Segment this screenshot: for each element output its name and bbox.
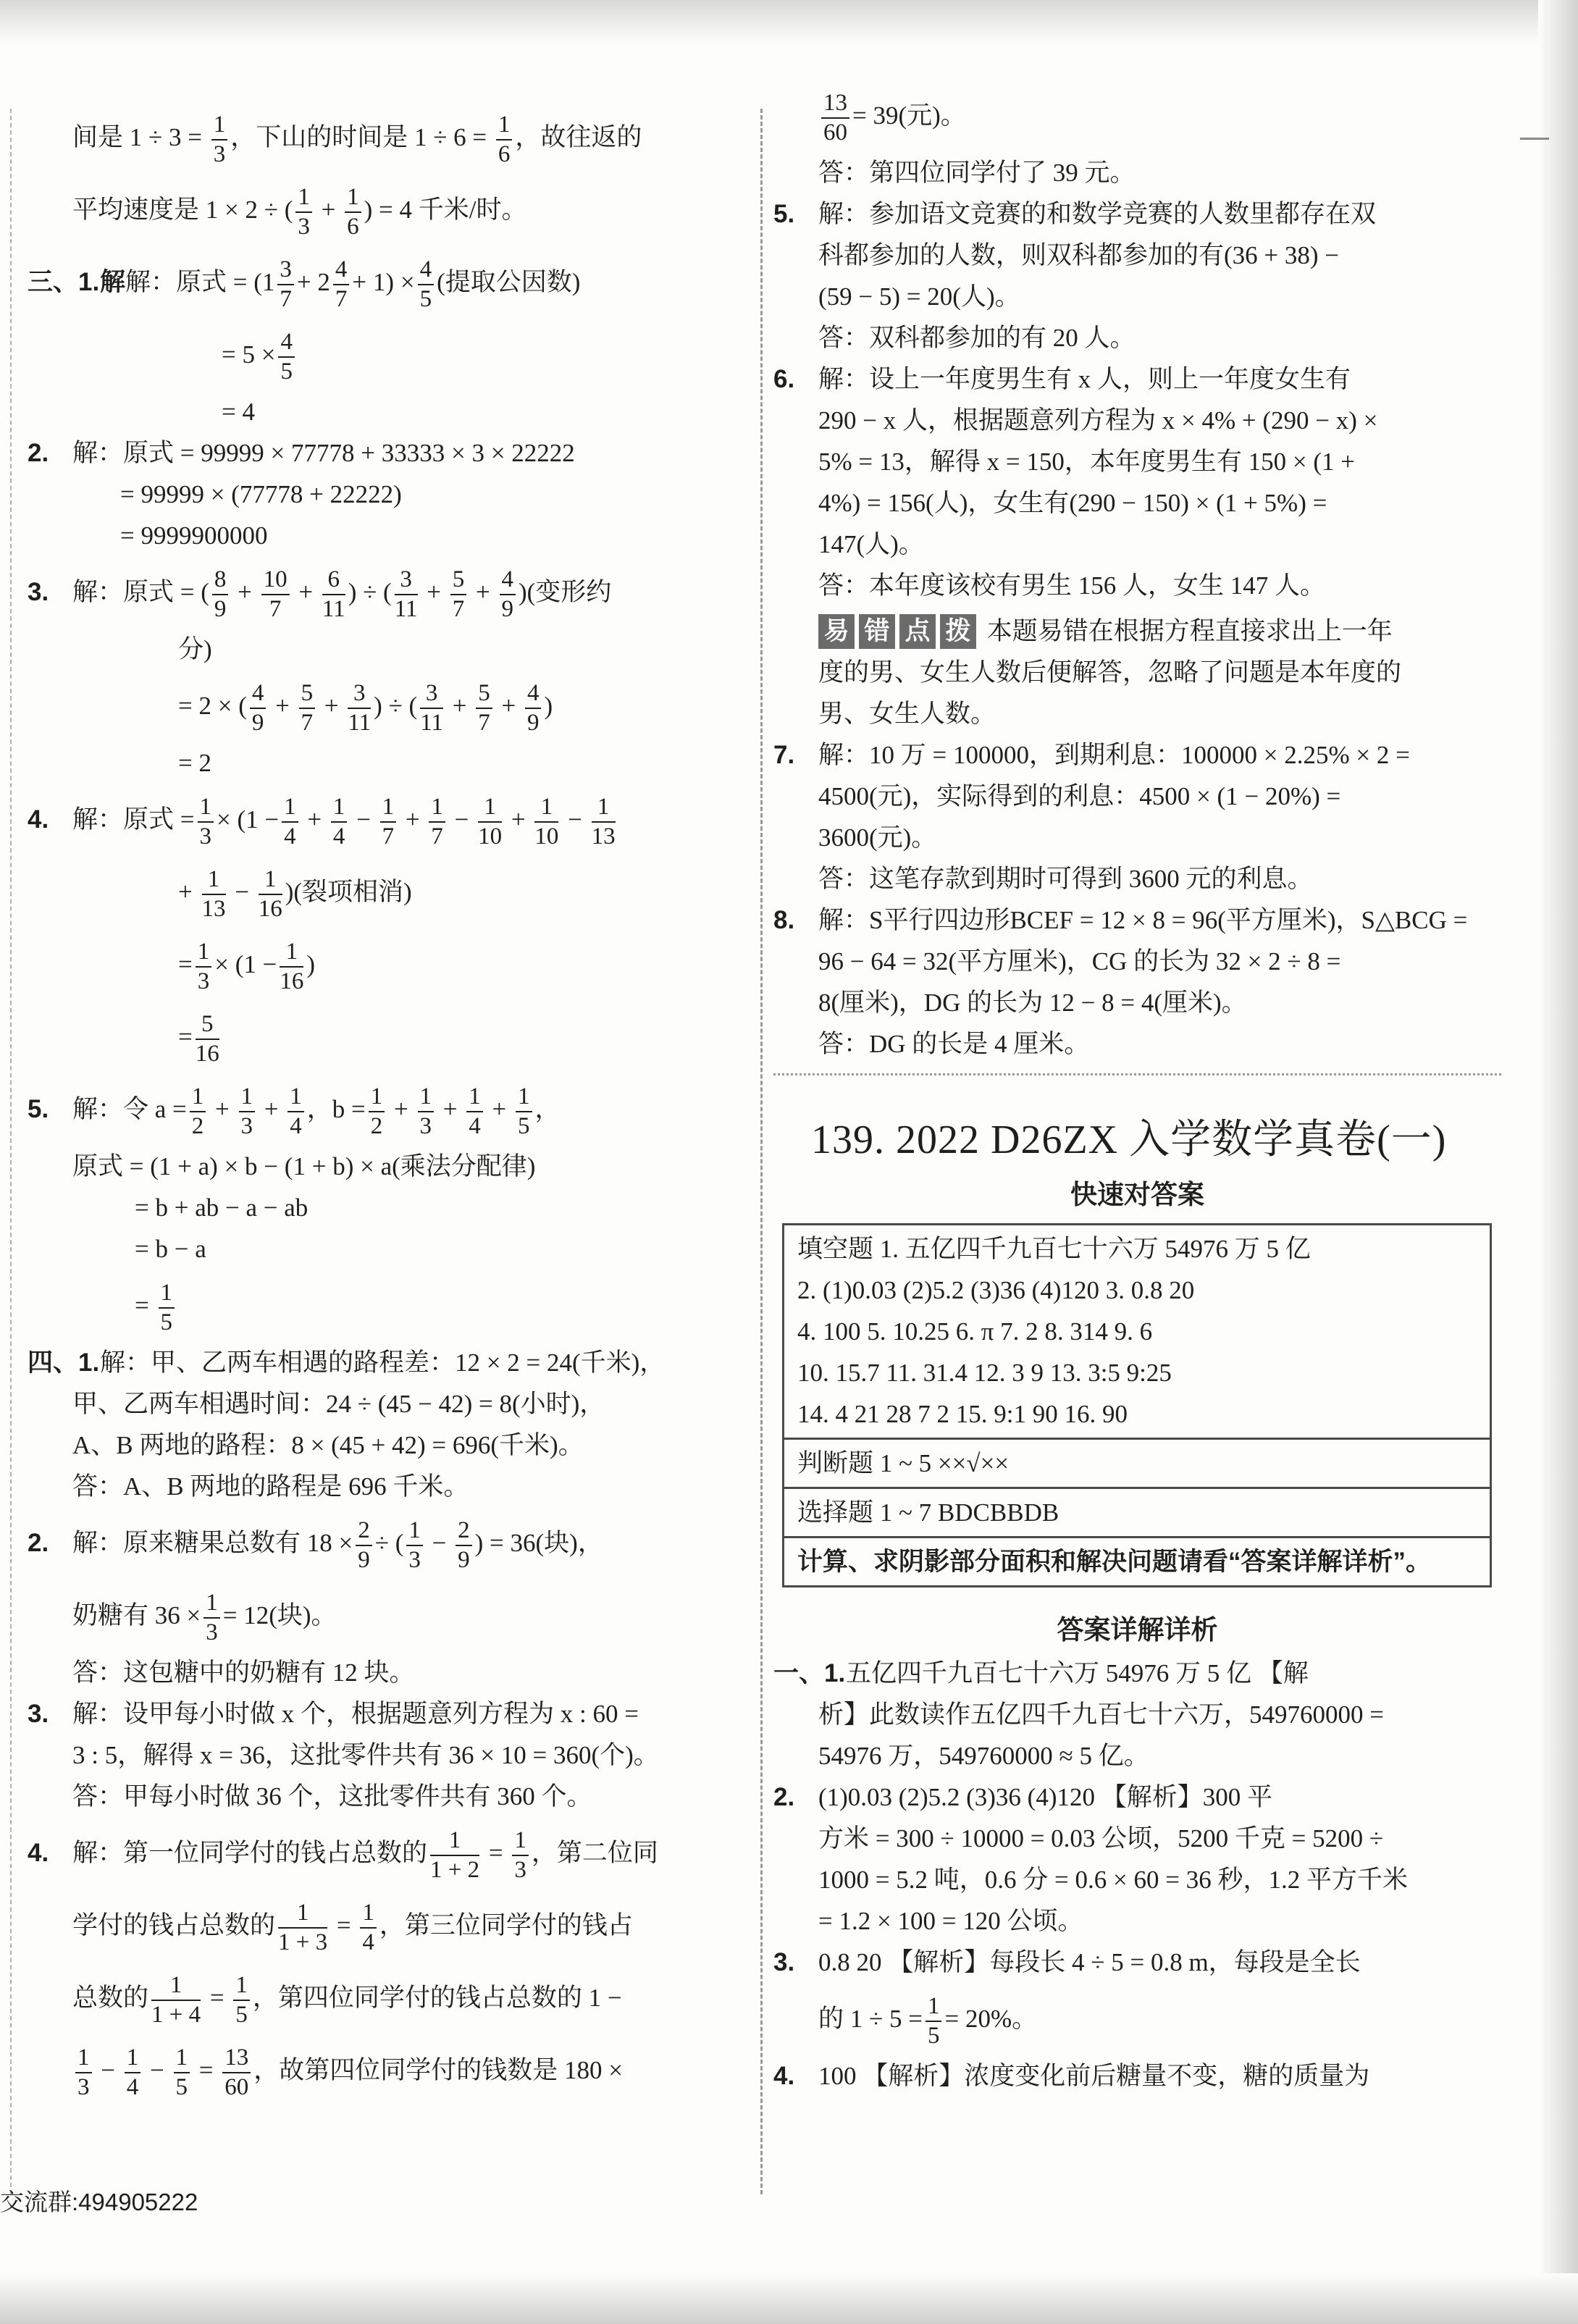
q3-step: = 2 × ( $\frac{4}{9}$ + $\frac{5}{7}$ + $\frac{3}{11}$ ) ÷ ( $\frac{3}{11}$ + $\frac{5}{7}$ + $\frac{4}{9}$ ) bbox=[178, 679, 553, 736]
r-line-39: $\frac{13}{60}$ = 39(元)。 bbox=[773, 80, 1501, 152]
fraction: $\frac{1}{5}$ bbox=[516, 1083, 532, 1141]
fraction: $\frac{1}{3}$ bbox=[75, 2044, 92, 2102]
fraction: $\frac{5}{16}$ bbox=[195, 1010, 219, 1067]
r-q7-line3: 3600(元)。 bbox=[818, 823, 937, 852]
fraction: $\frac{1}{7}$ bbox=[429, 793, 445, 851]
fraction: $\frac{1}{4}$ bbox=[360, 1899, 377, 1957]
q3-cont: 分) bbox=[178, 635, 212, 663]
r-q8-answer: 答：DG 的长是 4 厘米。 bbox=[818, 1030, 1090, 1058]
d-q1: 一、1.五亿四千九百七十六万 54976 万 5 亿 【解 bbox=[773, 1659, 1309, 1687]
r-q8: 8. 解：S平行四边形BCEF = 12 × 8 = 96(平方厘米)，S△BCG = bbox=[773, 906, 1468, 934]
footer-group-info: 交流群:494905222 bbox=[0, 2189, 198, 2215]
fraction: $\frac{1}{10}$ bbox=[534, 793, 559, 850]
d-q4: 4. 100 【解析】浓度变化前后糖量不变，糖的质量为 bbox=[773, 2062, 1370, 2090]
d-q3: 3. 0.8 20 【解析】每段长 4 ÷ 5 = 0.8 m，每段是全长 bbox=[773, 1948, 1361, 1976]
r-q6-line3: 5% = 13，解得 x = 150，本年度男生有 150 × (1 + bbox=[818, 448, 1356, 476]
error-tip-badge: 点 bbox=[899, 614, 936, 649]
section4-q2-line2: 奶糖有 36 × $\frac{1}{3}$ = 12(块)。 bbox=[72, 1589, 337, 1645]
fraction: $\frac{3}{7}$ bbox=[277, 256, 294, 314]
r-q6-line5: 147(人)。 bbox=[818, 530, 924, 558]
fraction: $\frac{4}{9}$ bbox=[525, 679, 542, 737]
fraction: $\frac{6}{11}$ bbox=[322, 566, 345, 622]
fraction: $\frac{3}{11}$ bbox=[420, 679, 443, 736]
d-q2-line2: 方米 = 300 ÷ 10000 = 0.03 公顷，5200 千克 = 5200 ÷ bbox=[818, 1824, 1384, 1853]
error-tip: 易 错 点 拨 本题易错在根据方程直接求出上一年 bbox=[773, 611, 1501, 652]
fraction: $\frac{1}{16}$ bbox=[258, 865, 282, 922]
fraction: $\frac{3}{11}$ bbox=[348, 679, 372, 736]
section3-q1-step: = 5 × $\frac{4}{5}$ bbox=[28, 319, 752, 391]
r-answer-39: 答：第四位同学付了 39 元。 bbox=[818, 159, 1136, 187]
fraction: $\frac{1}{4}$ bbox=[466, 1083, 483, 1141]
fraction: $\frac{2}{9}$ bbox=[356, 1517, 372, 1574]
r-q5-answer: 答：双科都参加的有 20 人。 bbox=[818, 324, 1136, 352]
r-q5-line3: (59 − 5) = 20(人)。 bbox=[818, 282, 1020, 311]
fraction: $\frac{1}{6}$ bbox=[496, 111, 513, 169]
section-separator bbox=[773, 1073, 1501, 1103]
section4-q3-answer: 答：甲每小时做 36 个，这批零件共有 360 个。 bbox=[72, 1782, 592, 1811]
fraction: $\frac{1}{4}$ bbox=[282, 793, 298, 851]
fraction: $\frac{1}{6}$ bbox=[345, 183, 361, 241]
error-tip-line2: 度的男、女生人数后便解答，忽略了问题是本年度的 bbox=[818, 658, 1402, 687]
choice-answers: 选择题 1 ~ 7 BDCBBDB bbox=[784, 1488, 1491, 1538]
answer-note: 计算、求阴影部分面积和解决问题请看“答案详解详析”。 bbox=[784, 1538, 1491, 1587]
q5: 5. 解：令 a = $\frac{1}{2}$ + $\frac{1}{3}$ + $\frac{1}{4}$ ，b = $\frac{1}{2}$ + $\frac{1}{3}$ + $\frac{1}{4}$ + $\frac{1}{5}$ ， bbox=[28, 1083, 561, 1139]
section4-q1-line2: 甲、乙两车相遇时间：24 ÷ (45 − 42) = 8(小时)， bbox=[72, 1390, 605, 1418]
fraction: $\frac{1}{3}$ bbox=[196, 938, 212, 996]
section4-q1: 四、1.解：甲、乙两车相遇的路程差：12 × 2 = 24(千米)， bbox=[28, 1348, 666, 1377]
quick-answer-title: 快速对答案 bbox=[1070, 1180, 1204, 1209]
section4-q4-line3: 总数的 $\frac{1}{1 + 4}$ = $\frac{1}{5}$ ，第四位同学付的钱占总数的 1 − bbox=[72, 1971, 622, 2028]
d-q1-line3: 54976 万，549760000 ≈ 5 亿。 bbox=[818, 1742, 1149, 1770]
q5-step3: = b − a bbox=[135, 1235, 206, 1263]
section4-q2: 2. 解：原来糖果总数有 18 × $\frac{2}{9}$ ÷ ( $\frac{1}{3}$ − $\frac{2}{9}$ ) = 36(块)， bbox=[28, 1517, 603, 1573]
r-q6: 6. 解：设上一年度男生有 x 人，则上一年度女生有 bbox=[773, 365, 1351, 393]
scan-edge-top bbox=[0, 0, 1578, 43]
section4-q1-line3: A、B 两地的路程：8 × (45 + 42) = 696(千米)。 bbox=[72, 1431, 584, 1459]
d-q3-line2: 的 1 ÷ 5 = $\frac{1}{5}$ = 20%。 bbox=[818, 1992, 1038, 2049]
fraction: $\frac{1}{2}$ bbox=[190, 1083, 206, 1141]
section4-q1-answer: 答：A、B 两地的路程是 696 千米。 bbox=[72, 1472, 469, 1501]
q4-step: = $\frac{1}{3}$ × (1 − $\frac{1}{16}$ ) bbox=[178, 938, 316, 994]
q4-result: = $\frac{5}{16}$ bbox=[178, 1010, 219, 1067]
scan-edge-right bbox=[1538, 0, 1578, 2324]
fraction: $\frac{1}{3}$ bbox=[406, 1517, 423, 1574]
fraction: $\frac{1}{13}$ bbox=[201, 865, 226, 922]
d-q2-line4: = 1.2 × 100 = 120 公顷。 bbox=[818, 1907, 1083, 1935]
fraction: $\frac{2}{9}$ bbox=[456, 1517, 472, 1574]
section4-q2-answer: 答：这包糖中的奶糖有 12 块。 bbox=[72, 1658, 415, 1687]
section3-q1-result: = 4 bbox=[222, 398, 255, 426]
fraction: $\frac{1}{3}$ bbox=[239, 1083, 256, 1141]
fraction: $\frac{1}{3}$ bbox=[295, 183, 312, 241]
r-q8-line2: 96 − 64 = 32(平方厘米)，CG 的长为 32 × 2 ÷ 8 = bbox=[818, 947, 1341, 976]
fraction: $\frac{1}{3}$ bbox=[198, 793, 214, 851]
fraction: $\frac{1}{1 + 4}$ bbox=[151, 1971, 201, 2028]
r-q6-line2: 290 − x 人，根据题意列方程为 x × 4% + (290 − x) × bbox=[818, 406, 1378, 435]
judge-answers: 判断题 1 ~ 5 ××√×× bbox=[784, 1439, 1491, 1488]
scan-edge-bottom bbox=[0, 2273, 1578, 2324]
fraction: $\frac{4}{7}$ bbox=[333, 256, 350, 314]
q2-result: = 9999900000 bbox=[120, 521, 268, 550]
fraction: $\frac{1}{5}$ bbox=[159, 1279, 175, 1337]
section4-q4-line2: 学付的钱占总数的 $\frac{1}{1 + 3}$ = $\frac{1}{4}$ ，第三位同学付的钱占 bbox=[72, 1899, 633, 1955]
fraction: $\frac{3}{11}$ bbox=[394, 566, 418, 622]
q4: 4. 解：原式 = $\frac{1}{3}$ × (1 − $\frac{1}{4}$ + $\frac{1}{4}$ − $\frac{1}{7}$ + $\frac{1}{7}$ − $\frac{1}{10}$ + $\frac{1}{10}$ − $\frac{1}{13}$ bbox=[28, 793, 616, 850]
fraction: $\frac{13}{60}$ bbox=[222, 2044, 251, 2102]
r-q5: 5. 解：参加语文竞赛的和数学竞赛的人数里都存在双 bbox=[773, 200, 1377, 228]
r-q7: 7. 解：10 万 = 100000，到期利息：100000 × 2.25% × 2 = bbox=[773, 741, 1410, 769]
q5-step2: = b + ab − a − ab bbox=[135, 1194, 309, 1222]
line-average-speed: 平均速度是 1 × 2 ÷ ( $\frac{1}{3}$ + $\frac{1}{6}$ ) = 4 千米/时。 bbox=[72, 183, 527, 240]
fraction: $\frac{5}{7}$ bbox=[476, 679, 492, 737]
fraction: $\frac{1}{7}$ bbox=[380, 793, 397, 851]
q2-step: = 99999 × (77778 + 22222) bbox=[120, 480, 402, 508]
right-column bbox=[773, 89, 1501, 2097]
fraction: $\frac{4}{5}$ bbox=[278, 328, 295, 386]
r-q7-answer: 答：这笔存款到期时可得到 3600 元的利息。 bbox=[818, 865, 1313, 893]
fraction: $\frac{1}{1 + 3}$ bbox=[278, 1899, 328, 1955]
fraction: $\frac{1}{5}$ bbox=[926, 1992, 942, 2050]
fraction: $\frac{1}{3}$ bbox=[512, 1826, 529, 1884]
q5-step1: 原式 = (1 + a) × b − (1 + b) × a(乘法分配律) bbox=[72, 1152, 536, 1180]
d-q1-line2: 析】此数读作五亿四千九百七十六万，549760000 = bbox=[818, 1700, 1384, 1729]
fraction: $\frac{1}{16}$ bbox=[280, 938, 304, 994]
fraction: $\frac{5}{7}$ bbox=[299, 679, 316, 737]
error-tip-badge: 易 bbox=[818, 614, 855, 649]
detail-title: 答案详解详析 bbox=[1057, 1615, 1218, 1645]
quick-answer-table bbox=[782, 1223, 1492, 1587]
fraction: $\frac{10}{7}$ bbox=[261, 566, 290, 624]
fraction: $\frac{1}{4}$ bbox=[331, 793, 348, 851]
fraction: $\frac{8}{9}$ bbox=[212, 566, 229, 624]
fraction: $\frac{4}{9}$ bbox=[250, 679, 267, 737]
exam-title: 139. 2022 D26ZX 入学数学真卷(一) bbox=[811, 1117, 1447, 1162]
r-q6-answer: 答：本年度该校有男生 156 人，女生 147 人。 bbox=[818, 571, 1326, 600]
r-q7-line2: 4500(元)，实际得到的利息：4500 × (1 − 20%) = bbox=[818, 782, 1341, 810]
fraction: $\frac{1}{3}$ bbox=[203, 1589, 220, 1647]
fraction: $\frac{1}{10}$ bbox=[478, 793, 503, 850]
q2: 2. 解：原式 = 99999 × 77778 + 33333 × 3 × 22222 bbox=[28, 439, 575, 467]
section4-q3-line2: 3 : 5，解得 x = 36，这批零件共有 36 × 10 = 360(个)。 bbox=[72, 1741, 659, 1769]
line-trip-time: 间是 1 ÷ 3 = $\frac{1}{3}$ ，下山的时间是 1 ÷ 6 = $\frac{1}{6}$ ，故往返的 bbox=[72, 111, 642, 167]
page-edge-mark bbox=[1520, 138, 1549, 140]
q3-result: = 2 bbox=[178, 749, 211, 777]
fraction: $\frac{1}{1 + 2}$ bbox=[430, 1826, 480, 1883]
q5-result: = $\frac{1}{5}$ bbox=[28, 1270, 752, 1342]
d-q2-line3: 1000 = 5.2 吨，0.6 分 = 0.6 × 60 = 36 秒，1.2 平方千米 bbox=[818, 1866, 1408, 1894]
section4-q3: 3. 解：设甲每小时做 x 个，根据题意列方程为 x : 60 = bbox=[28, 1700, 639, 1728]
fraction: $\frac{1}{4}$ bbox=[125, 2044, 141, 2102]
q4-cont: + $\frac{1}{13}$ − $\frac{1}{16}$ )(裂项相消) bbox=[178, 865, 412, 922]
fill-in-answers: 填空题 1. 五亿四千九百七十六万 54976 万 5 亿 2. (1)0.03 (2)5.2 (3)36 (4)120 3. 0.8 20 4. 100 5. 10.25 6. π 7. 2 8. 314 9. 6 10. 15.7 11. 31.4 12. 3 9 13. 3:5 9:25 14. 4 21 28 7 2 15. 9:1 90 16. 90 bbox=[784, 1225, 1491, 1439]
fraction: $\frac{1}{4}$ bbox=[288, 1083, 304, 1141]
r-q8-line3: 8(厘米)，DG 的长为 12 − 8 = 4(厘米)。 bbox=[818, 989, 1247, 1017]
r-q6-line4: 4%) = 156(人)，女生有(290 − 150) × (1 + 5%) = bbox=[818, 489, 1327, 517]
fraction: $\frac{4}{5}$ bbox=[418, 256, 435, 314]
fraction: $\frac{1}{5}$ bbox=[233, 1971, 250, 2029]
fraction: $\frac{1}{3}$ bbox=[418, 1083, 435, 1141]
fraction: $\frac{1}{13}$ bbox=[591, 793, 616, 850]
error-tip-badge: 拨 bbox=[940, 614, 976, 649]
fraction: $\frac{4}{9}$ bbox=[500, 566, 516, 624]
fraction: $\frac{1}{5}$ bbox=[174, 2044, 190, 2102]
fraction: $\frac{1}{2}$ bbox=[369, 1083, 385, 1141]
error-tip-line3: 男、女生人数。 bbox=[818, 700, 996, 728]
left-margin-line bbox=[10, 109, 12, 2194]
q3: 3. 解：原式 = ( $\frac{8}{9}$ + $\frac{10}{7}$ + $\frac{6}{11}$ ) ÷ ( $\frac{3}{11}$ + $\frac{5}{7}$ + $\frac{4}{9}$ )(变形约 bbox=[28, 566, 612, 622]
fraction: $\frac{13}{60}$ bbox=[821, 89, 849, 147]
column-divider bbox=[760, 109, 763, 2194]
fraction: $\frac{5}{7}$ bbox=[450, 566, 467, 624]
section4-q4-line4: $\frac{1}{3}$ − $\frac{1}{4}$ − $\frac{1}{5}$ = $\frac{13}{60}$ ，故第四位同学付的钱数是 180 × bbox=[28, 2034, 752, 2107]
r-q5-line2: 科都参加的人数，则双科都参加的有(36 + 38) − bbox=[818, 241, 1340, 269]
d-q2: 2. (1)0.03 (2)5.2 (3)36 (4)120 【解析】300 平 bbox=[773, 1783, 1272, 1811]
section4-q4: 4. 解：第一位同学付的钱占总数的 $\frac{1}{1 + 2}$ = $\frac{1}{3}$ ，第二位同 bbox=[28, 1826, 658, 1883]
section3-q1: 三、1.解解：原式 = (1 $\frac{3}{7}$ + 2 $\frac{4}{7}$ + 1) × $\frac{4}{5}$ (提取公因数) bbox=[28, 256, 581, 312]
error-tip-badge: 错 bbox=[859, 614, 895, 649]
fraction: $\frac{1}{3}$ bbox=[211, 111, 228, 169]
left-column bbox=[28, 101, 752, 2107]
